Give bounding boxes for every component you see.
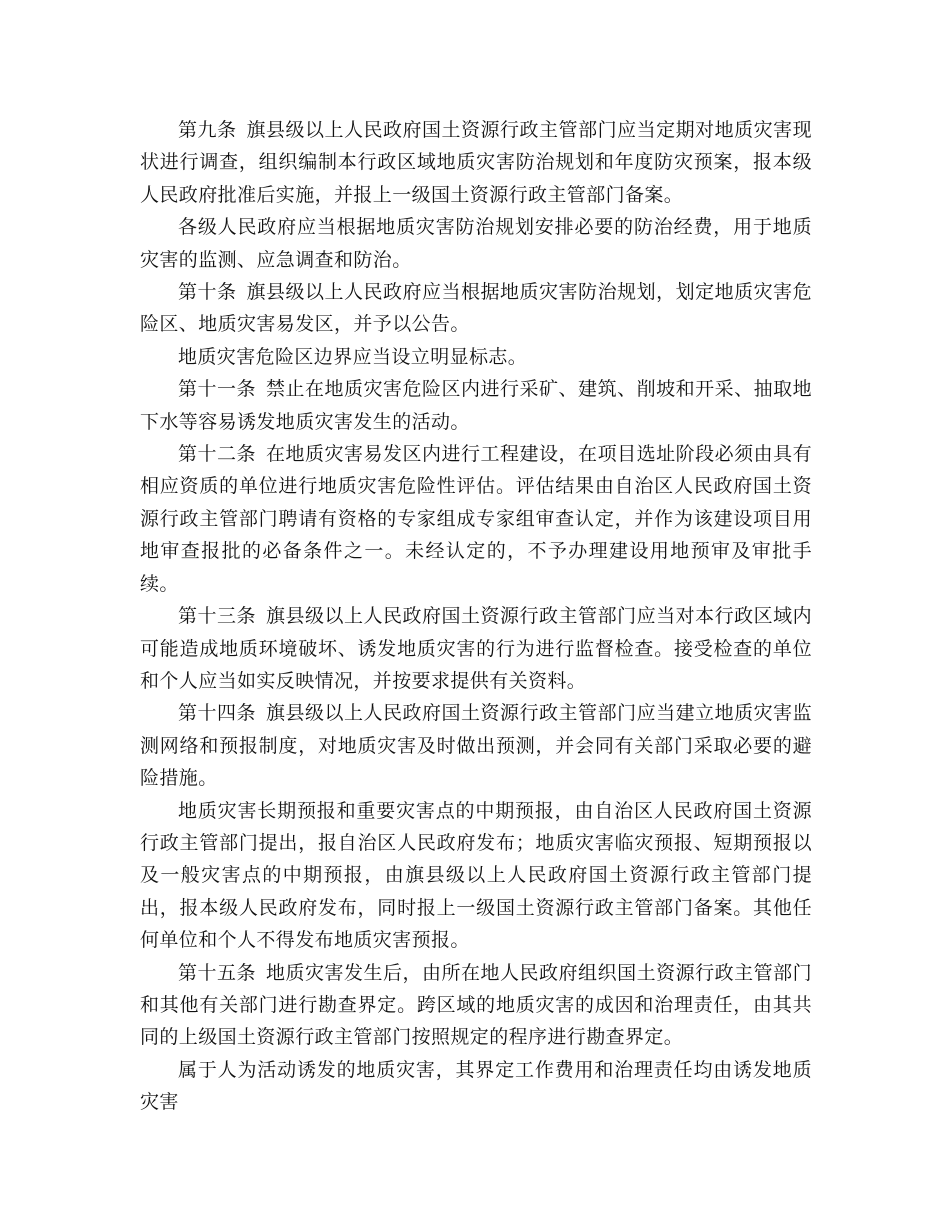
article-label: 第九条 [178,119,237,141]
document-body [140,114,812,1119]
paragraph-human-induced [140,1054,812,1119]
paragraph-text: 各级人民政府应当根据地质灾害防治规划安排必要的防治经费，用于地质灾害的监测、应急调查和防治。 [140,216,812,271]
paragraph-article-14 [140,697,812,794]
paragraph-text: 属于人为活动诱发的地质灾害，其界定工作费用和治理责任均由诱发地质灾害 [140,1058,812,1114]
paragraph-text: 禁止在地质灾害危险区内进行采矿、建筑、削坡和开采、抽取地下水等容易诱发地质灾害发生的活动。 [140,378,812,433]
article-label: 第十五条 [178,961,257,984]
article-label: 第十一条 [178,378,257,401]
paragraph-article-9 [140,114,812,211]
article-label: 第十三条 [178,605,257,628]
paragraph-danger-zone-signs [140,341,812,373]
paragraph-forecast-release [140,795,812,957]
paragraph-text: 旗县级以上人民政府国土资源行政主管部门应当定期对地质灾害现状进行调查，组织编制本行政区域地质灾害防治规划和年度防灾预案，报本级人民政府批准后实施，并报上一级国土资源行政主管部门备案。 [140,119,812,206]
article-label: 第十二条 [178,443,257,466]
paragraph-funding [140,211,812,276]
paragraph-text: 地质灾害发生后，由所在地人民政府组织国土资源行政主管部门和其他有关部门进行勘查界定。跨区域的地质灾害的成因和治理责任，由其共同的上级国土资源行政主管部门按照规定的程序进行勘查界定。 [140,961,812,1049]
paragraph-text: 旗县级以上人民政府应当根据地质灾害防治规划，划定地质灾害危险区、地质灾害易发区，并予以公告。 [140,281,812,336]
article-label: 第十四条 [178,702,257,725]
paragraph-article-12 [140,438,812,600]
paragraph-article-10 [140,276,812,341]
paragraph-text: 旗县级以上人民政府国土资源行政主管部门应当对本行政区域内可能造成地质环境破坏、诱发地质灾害的行为进行监督检查。接受检查的单位和个人应当如实反映情况，并按要求提供有关资料。 [140,605,812,692]
paragraph-text: 地质灾害长期预报和重要灾害点的中期预报，由自治区人民政府国土资源行政主管部门提出，报自治区人民政府发布；地质灾害临灾预报、短期预报以及一般灾害点的中期预报，由旗县级以上人民政府国土资源行政主管部门提出，报本级人民政府发布，同时报上一级国土资源行政主管部门备案。其他任何单位和个人不得发布地质灾害预报。 [140,799,812,952]
paragraph-article-11 [140,373,812,438]
paragraph-article-13 [140,600,812,697]
paragraph-text: 旗县级以上人民政府国土资源行政主管部门应当建立地质灾害监测网络和预报制度，对地质灾害及时做出预测，并会同有关部门采取必要的避险措施。 [140,702,812,790]
paragraph-article-15 [140,957,812,1054]
article-label: 第十条 [178,281,237,304]
paragraph-text: 地质灾害危险区边界应当设立明显标志。 [178,345,528,368]
paragraph-text: 在地质灾害易发区内进行工程建设，在项目选址阶段必须由具有相应资质的单位进行地质灾害危险性评估。评估结果由自治区人民政府国土资源行政主管部门聘请有资格的专家组成专家组审查认定，并作为该建设项目用地审查报批的必备条件之一。未经认定的，不予办理建设用地预审及审批手续。 [140,443,812,595]
